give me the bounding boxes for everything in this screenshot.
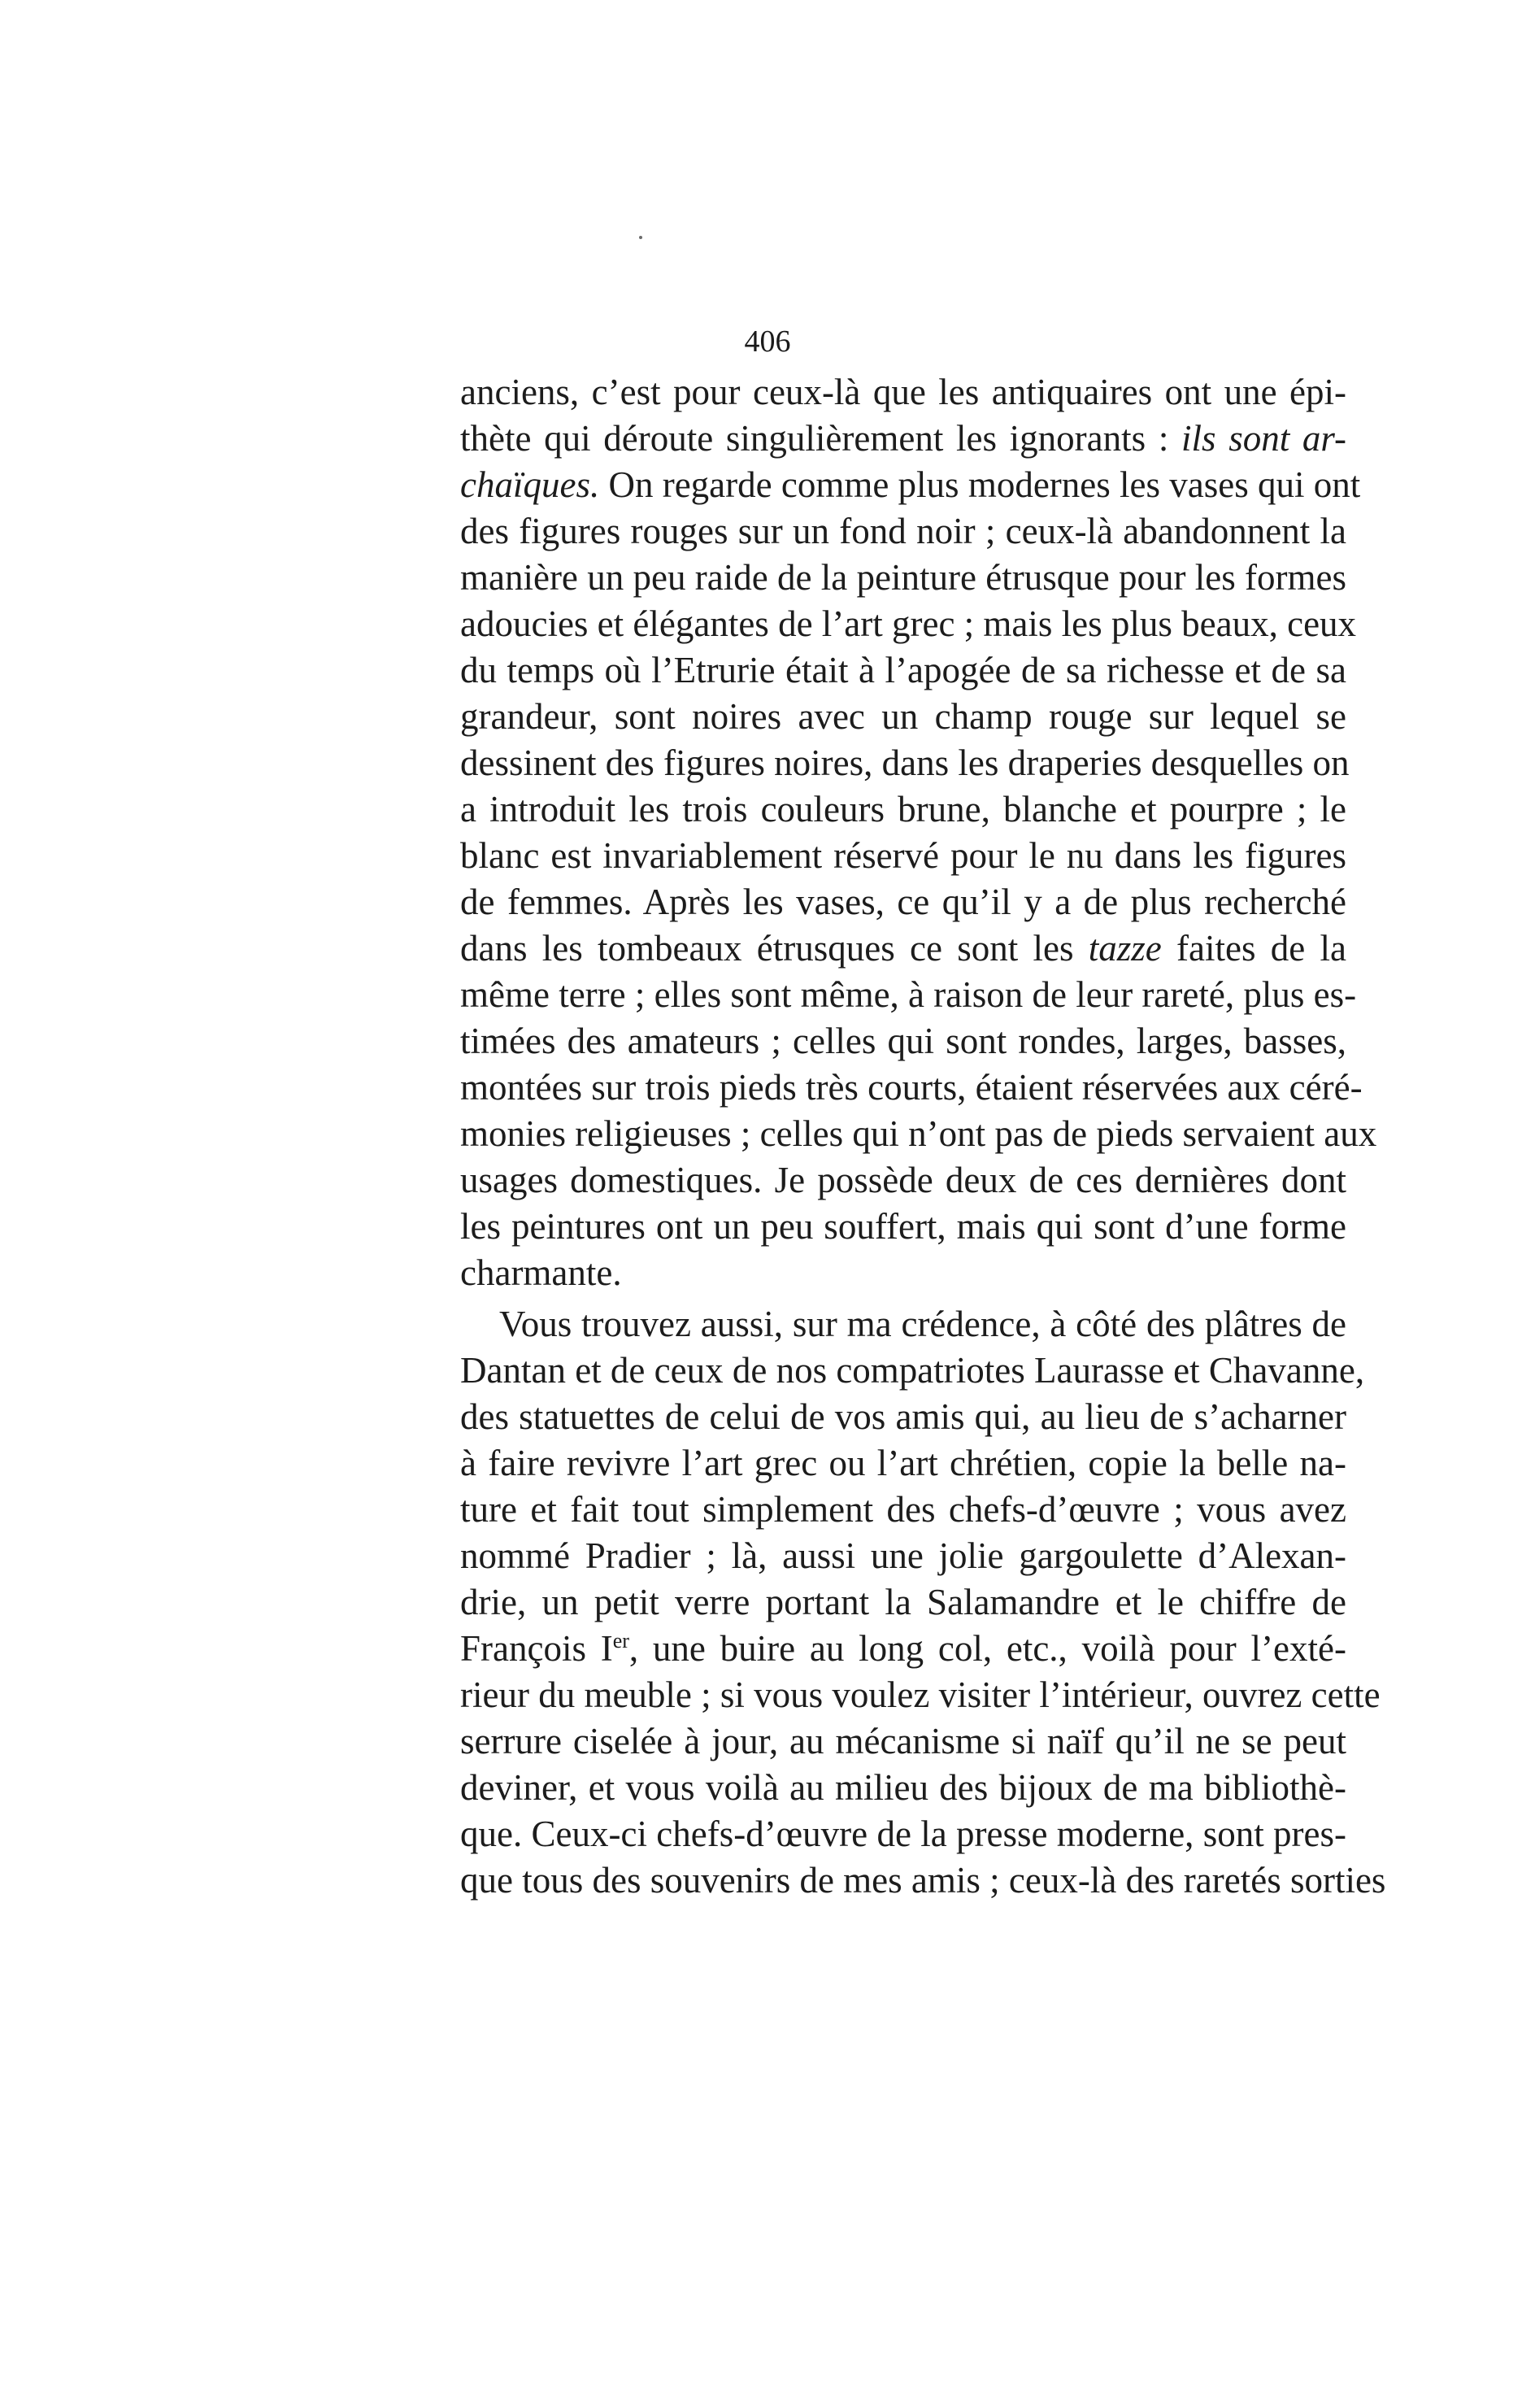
paragraph-2 [460, 1301, 1386, 1904]
text-segment: , une buire au long col, etc., voilà pour l’exté- [628, 1628, 1346, 1669]
text-line [460, 416, 1346, 462]
text-line [460, 1626, 1346, 1672]
italic-text: chaïques. [460, 464, 600, 505]
text-line [460, 601, 1357, 647]
text-line [460, 694, 1346, 740]
italic-text: ils sont ar- [1181, 418, 1346, 459]
text-segment: du temps où l’Etrurie était à l’apogée de sa richesse et de sa [460, 650, 1346, 690]
text-line [460, 369, 1346, 416]
text-line [460, 1394, 1346, 1440]
text-line [460, 1111, 1377, 1157]
text-line [460, 1157, 1346, 1204]
text-line [460, 972, 1357, 1018]
text-segment: grandeur, sont noires avec un champ rouge sur lequel se [460, 696, 1346, 737]
page-number: 406 [744, 324, 791, 359]
text-segment: usages domestiques. Je possède deux de ces dernières dont [460, 1160, 1346, 1200]
text-segment: des figures rouges sur un fond noir ; ceux-là abandonnent la [460, 511, 1346, 551]
text-segment: deviner, et vous voilà au milieu des bijoux de ma bibliothè- [460, 1767, 1346, 1808]
text-line [460, 786, 1346, 833]
text-segment: charmante. [460, 1252, 622, 1293]
text-line [460, 879, 1346, 925]
text-segment: Dantan et de ceux de nos compatriotes Laurasse et Chavanne, [460, 1350, 1365, 1391]
text-segment: dans les tombeaux étrusques ce sont les [460, 928, 1089, 969]
text-line [460, 740, 1350, 786]
text-segment: rieur du meuble ; si vous voulez visiter l’intérieur, ouvrez cette [460, 1674, 1381, 1715]
text-line [460, 508, 1346, 555]
text-segment: faites de la [1161, 928, 1346, 969]
text-line [460, 1533, 1346, 1579]
text-line [460, 1204, 1346, 1250]
text-segment: drie, un petit verre portant la Salamandre et le chiffre de [460, 1582, 1346, 1622]
italic-text: tazze [1088, 928, 1162, 969]
text-segment: que tous des souvenirs de mes amis ; ceux-là des raretés sorties [460, 1860, 1386, 1901]
text-segment: les peintures ont un peu souffert, mais qui sont d’une forme [460, 1206, 1346, 1247]
text-line [460, 1065, 1363, 1111]
text-line [460, 555, 1346, 601]
text-line [460, 925, 1346, 972]
superscript-text: er [612, 1629, 629, 1653]
text-segment: monies religieuses ; celles qui n’ont pas de pieds servaient aux [460, 1113, 1377, 1154]
text-line [460, 1857, 1386, 1904]
text-line [460, 1765, 1346, 1811]
text-segment: même terre ; elles sont même, à raison de leur rareté, plus es- [460, 974, 1357, 1015]
text-segment: timées des amateurs ; celles qui sont rondes, larges, basses, [460, 1021, 1346, 1061]
text-line [460, 1487, 1346, 1533]
text-segment: nommé Pradier ; là, aussi une jolie gargoulette d’Alexan- [460, 1535, 1346, 1576]
text-segment: blanc est invariablement réservé pour le nu dans les figures [460, 835, 1346, 876]
text-segment: serrure ciselée à jour, au mécanisme si naïf qu’il ne se peut [460, 1721, 1346, 1761]
text-line [460, 1301, 1346, 1348]
text-segment: manière un peu raide de la peinture étrusque pour les formes [460, 557, 1346, 598]
text-line [460, 1348, 1365, 1394]
text-segment: thète qui déroute singulièrement les ignorants : [460, 418, 1181, 459]
text-segment: de femmes. Après les vases, ce qu’il y a de plus recherché [460, 882, 1346, 922]
text-line [460, 462, 1361, 508]
text-segment: Vous trouvez aussi, sur ma crédence, à côté des plâtres de [499, 1304, 1346, 1344]
text-line [460, 1018, 1346, 1065]
text-line [460, 647, 1346, 694]
text-line [460, 1718, 1346, 1765]
text-segment: à faire revivre l’art grec ou l’art chrétien, copie la belle na- [460, 1443, 1346, 1483]
text-segment: montées sur trois pieds très courts, étaient réservées aux céré- [460, 1067, 1363, 1108]
text-line [460, 1440, 1346, 1487]
text-segment: adoucies et élégantes de l’art grec ; mais les plus beaux, ceux [460, 603, 1357, 644]
text-line [460, 1672, 1381, 1718]
text-line [460, 1579, 1346, 1626]
text-segment: On regarde comme plus modernes les vases qui ont [599, 464, 1361, 505]
text-line [460, 833, 1346, 879]
text-segment: des statuettes de celui de vos amis qui, au lieu de s’acharner [460, 1396, 1346, 1437]
text-segment: François I [460, 1628, 613, 1669]
text-line [460, 1811, 1346, 1857]
text-segment: ture et fait tout simplement des chefs-d’œuvre ; vous avez [460, 1489, 1346, 1530]
paragraph-1 [460, 369, 1377, 1296]
text-segment: dessinent des figures noires, dans les draperies desquelles on [460, 742, 1350, 783]
text-segment: que. Ceux-ci chefs-d’œuvre de la presse moderne, sont pres- [460, 1814, 1346, 1854]
text-segment: a introduit les trois couleurs brune, blanche et pourpre ; le [460, 789, 1346, 830]
text-line [460, 1250, 1346, 1296]
paper-speck [639, 236, 642, 239]
text-segment: anciens, c’est pour ceux-là que les antiquaires ont une épi- [460, 372, 1346, 412]
body-text [460, 369, 1386, 1904]
